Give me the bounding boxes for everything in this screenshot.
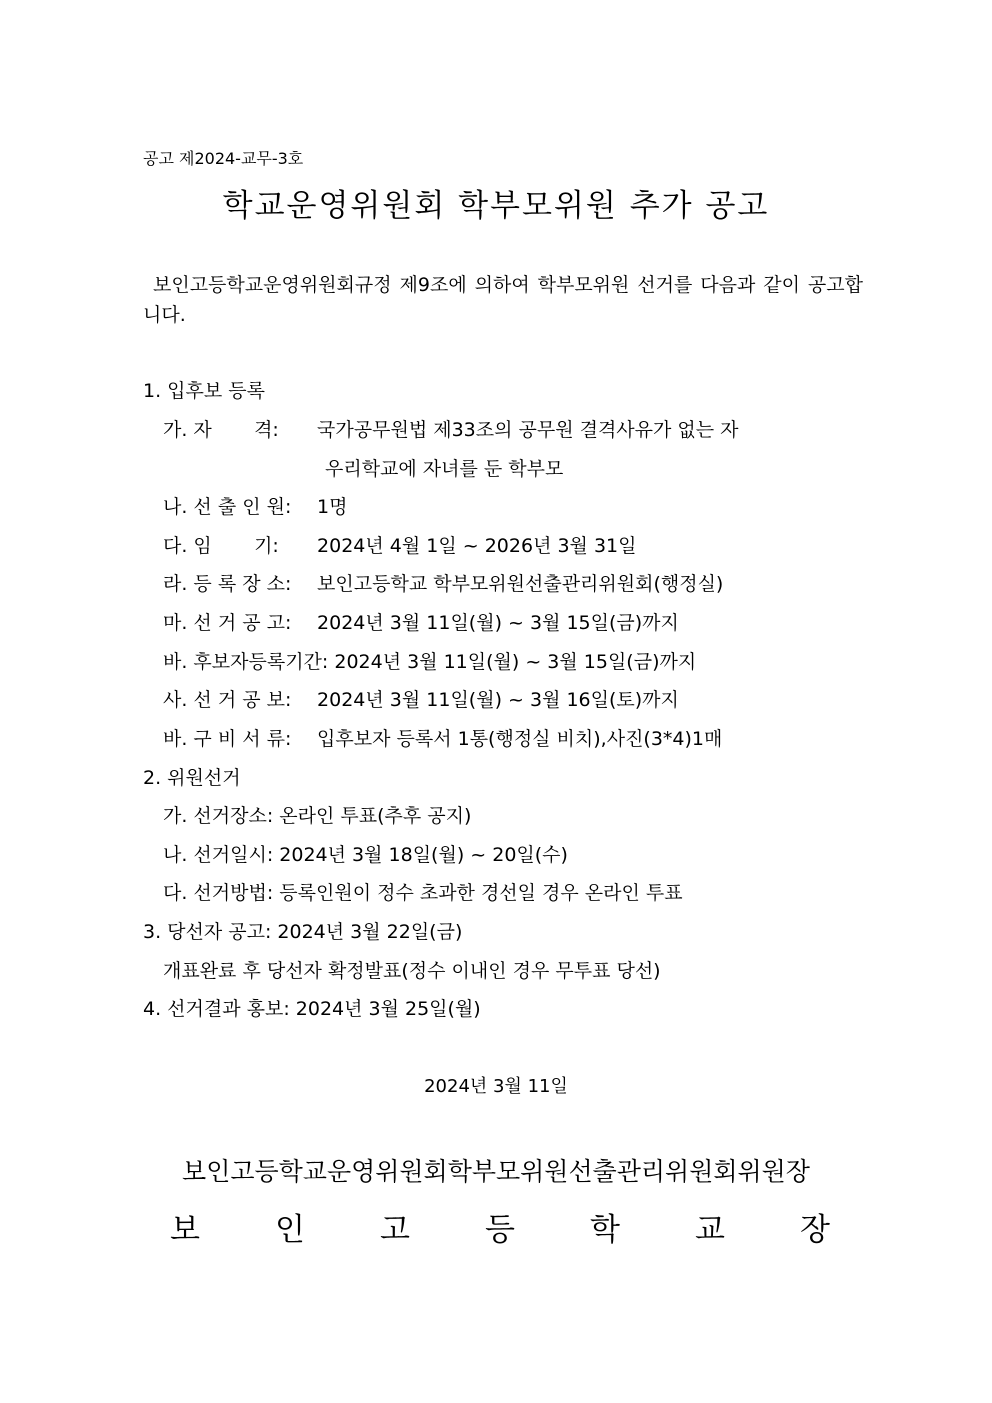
item-label: 나. 선 출 인 원: [163, 496, 292, 518]
principal-char: 학 [590, 1212, 620, 1248]
item-label: 가. 자 격: [163, 419, 279, 441]
page-title: 학교운영위원회 학부모위원 추가 공고 [222, 188, 770, 224]
document-date: 2024년 3월 11일 [424, 1076, 568, 1097]
election-date: 나. 선거일시: 2024년 3월 18일(월) ~ 20일(수) [163, 844, 568, 866]
item-election-publicity [163, 685, 679, 712]
election-place: 가. 선거장소: 온라인 투표(추후 공지) [163, 805, 472, 827]
item-value: 1명 [317, 496, 348, 518]
election-method: 다. 선거방법: 등록인원이 정수 초과한 경선일 경우 온라인 투표 [163, 882, 683, 904]
notice-number: 공고 제2024-교무-3호 [143, 149, 304, 168]
principal-signature-line [170, 1204, 830, 1249]
principal-char: 고 [380, 1212, 410, 1248]
item-label: 사. 선 거 공 보: [163, 689, 292, 711]
principal-char: 등 [485, 1212, 515, 1248]
item-registration-place [163, 569, 723, 596]
item-value: 2024년 3월 11일(월) ~ 3월 16일(토)까지 [317, 689, 679, 711]
item-required-documents [163, 724, 722, 751]
item-label: 바. 구 비 서 류: [163, 728, 292, 750]
principal-char: 교 [695, 1212, 725, 1248]
item-value: 보인고등학교 학부모위원선출관리위원회(행정실) [317, 573, 724, 595]
section-4-heading: 4. 선거결과 홍보: 2024년 3월 25일(월) [143, 998, 481, 1020]
winner-announcement-note: 개표완료 후 당선자 확정발표(정수 이내인 경우 무투표 당선) [163, 960, 661, 982]
principal-char: 보 [170, 1212, 200, 1248]
intro-paragraph: 보인고등학교운영위원회규정 제9조에 의하여 학부모위원 선거를 다음과 같이 공고합니다. [143, 274, 863, 326]
item-value: 국가공무원법 제33조의 공무원 결격사유가 없는 자 [317, 419, 739, 441]
item-seats [163, 492, 348, 519]
item-value: 2024년 3월 11일(월) ~ 3월 15일(금)까지 [317, 612, 679, 634]
item-qualification-line2: 우리학교에 자녀를 둔 학부모 [325, 458, 564, 480]
item-value: 입후보자 등록서 1통(행정실 비치),사진(3*4)1매 [317, 728, 723, 750]
issuing-organization: 보인고등학교운영위원회학부모위원선출관리위원회위원장 [182, 1157, 810, 1186]
item-election-notice [163, 608, 679, 635]
section-1-heading: 1. 입후보 등록 [143, 380, 265, 402]
section-3-heading: 3. 당선자 공고: 2024년 3월 22일(금) [143, 921, 463, 943]
item-registration-period: 바. 후보자등록기간: 2024년 3월 11일(월) ~ 3월 15일(금)까지 [163, 651, 697, 673]
item-label: 마. 선 거 공 고: [163, 612, 292, 634]
item-qualification [163, 415, 739, 442]
section-2-heading: 2. 위원선거 [143, 767, 241, 789]
item-term [163, 531, 636, 558]
principal-char: 인 [275, 1212, 305, 1248]
item-value: 2024년 4월 1일 ~ 2026년 3월 31일 [317, 535, 637, 557]
item-label: 라. 등 록 장 소: [163, 573, 292, 595]
principal-char: 장 [800, 1212, 830, 1248]
item-label: 다. 임 기: [163, 535, 279, 557]
